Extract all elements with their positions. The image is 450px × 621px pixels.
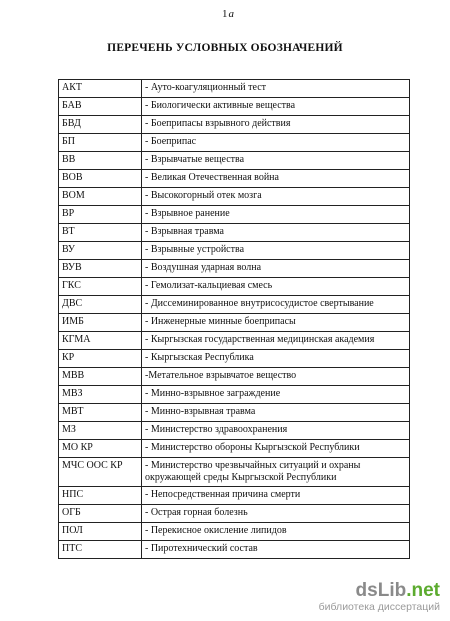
- abbreviation-cell: ДВС: [59, 296, 142, 314]
- definition-cell: - Великая Отечественная война: [142, 170, 410, 188]
- table-row: [59, 404, 410, 422]
- table-row: [59, 134, 410, 152]
- definition-cell: - Диссеминированное внутрисосудистое свертывание: [142, 296, 410, 314]
- definition-cell: - Министерство чрезвычайных ситуаций и охраны окружающей среды Кыргызской Республики: [142, 458, 410, 487]
- watermark: [319, 581, 440, 613]
- abbreviation-cell: МО КР: [59, 440, 142, 458]
- table-row: [59, 188, 410, 206]
- definition-cell: - Кыргызская государственная медицинская академия: [142, 332, 410, 350]
- table-row: [59, 170, 410, 188]
- table-row: [59, 505, 410, 523]
- definition-cell: - Перекисное окисление липидов: [142, 523, 410, 541]
- table-row: [59, 386, 410, 404]
- abbreviation-cell: АКТ: [59, 80, 142, 98]
- abbreviation-cell: МЧС ООС КР: [59, 458, 142, 487]
- abbreviations-table-body: [59, 80, 410, 559]
- abbreviation-cell: МВТ: [59, 404, 142, 422]
- abbreviation-cell: КГМА: [59, 332, 142, 350]
- table-row: [59, 206, 410, 224]
- definition-cell: - Инженерные минные боеприпасы: [142, 314, 410, 332]
- definition-cell: - Кыргызская Республика: [142, 350, 410, 368]
- definition-cell: - Взрывное ранение: [142, 206, 410, 224]
- table-row: [59, 350, 410, 368]
- table-row: [59, 278, 410, 296]
- definition-cell: - Острая горная болезнь: [142, 505, 410, 523]
- table-row: [59, 487, 410, 505]
- abbreviation-cell: ВОВ: [59, 170, 142, 188]
- table-row: [59, 296, 410, 314]
- table-row: [59, 242, 410, 260]
- definition-cell: - Минно-взрывное заграждение: [142, 386, 410, 404]
- abbreviation-cell: МВЗ: [59, 386, 142, 404]
- table-row: [59, 152, 410, 170]
- abbreviation-cell: ПТС: [59, 541, 142, 559]
- table-row: [59, 314, 410, 332]
- table-row: [59, 260, 410, 278]
- page-number-suffix: а: [228, 8, 234, 20]
- abbreviation-cell: ГКС: [59, 278, 142, 296]
- watermark-brand-part1: dsLib: [355, 580, 407, 601]
- table-row: [59, 368, 410, 386]
- definition-cell: - Боеприпасы взрывного действия: [142, 116, 410, 134]
- table-row: [59, 440, 410, 458]
- table-row: [59, 224, 410, 242]
- table-row: [59, 116, 410, 134]
- abbreviation-cell: ОГБ: [59, 505, 142, 523]
- definition-cell: - Взрывчатые вещества: [142, 152, 410, 170]
- abbreviation-cell: БП: [59, 134, 142, 152]
- watermark-brand-part2: .net: [406, 580, 440, 601]
- definition-cell: - Воздушная ударная волна: [142, 260, 410, 278]
- definition-cell: -Метательное взрывчатое вещество: [142, 368, 410, 386]
- abbreviation-cell: КР: [59, 350, 142, 368]
- page-number: [222, 8, 234, 20]
- definition-cell: - Гемолизат-кальциевая смесь: [142, 278, 410, 296]
- definition-cell: - Министерство здравоохранения: [142, 422, 410, 440]
- abbreviation-cell: ПОЛ: [59, 523, 142, 541]
- abbreviation-cell: МЗ: [59, 422, 142, 440]
- watermark-tagline: библиотека диссертаций: [318, 601, 440, 613]
- definition-cell: - Высокогорный отек мозга: [142, 188, 410, 206]
- table-row: [59, 523, 410, 541]
- definition-cell: - Боеприпас: [142, 134, 410, 152]
- abbreviation-cell: БАВ: [59, 98, 142, 116]
- definition-cell: - Биологически активные вещества: [142, 98, 410, 116]
- definition-cell: - Взрывная травма: [142, 224, 410, 242]
- table-row: [59, 80, 410, 98]
- abbreviation-cell: ВУ: [59, 242, 142, 260]
- abbreviation-cell: ВОМ: [59, 188, 142, 206]
- abbreviation-cell: НПС: [59, 487, 142, 505]
- page-number-value: 1: [222, 8, 228, 20]
- abbreviation-cell: ВР: [59, 206, 142, 224]
- table-row: [59, 332, 410, 350]
- watermark-brand: [319, 581, 440, 601]
- table-row: [59, 422, 410, 440]
- abbreviations-table: [58, 79, 410, 559]
- definition-cell: - Взрывные устройства: [142, 242, 410, 260]
- definition-cell: - Минно-взрывная травма: [142, 404, 410, 422]
- table-row: [59, 458, 410, 487]
- abbreviation-cell: БВД: [59, 116, 142, 134]
- definition-cell: - Непосредственная причина смерти: [142, 487, 410, 505]
- abbreviation-cell: ВУВ: [59, 260, 142, 278]
- abbreviation-cell: ВТ: [59, 224, 142, 242]
- definition-cell: - Ауто-коагуляционный тест: [142, 80, 410, 98]
- table-row: [59, 98, 410, 116]
- definition-cell: - Министерство обороны Кыргызской Республики: [142, 440, 410, 458]
- table-row: [59, 541, 410, 559]
- abbreviation-cell: МВВ: [59, 368, 142, 386]
- abbreviation-cell: ВВ: [59, 152, 142, 170]
- page-title: ПЕРЕЧЕНЬ УСЛОВНЫХ ОБОЗНАЧЕНИЙ: [107, 42, 343, 54]
- abbreviation-cell: ИМБ: [59, 314, 142, 332]
- definition-cell: - Пиротехнический состав: [142, 541, 410, 559]
